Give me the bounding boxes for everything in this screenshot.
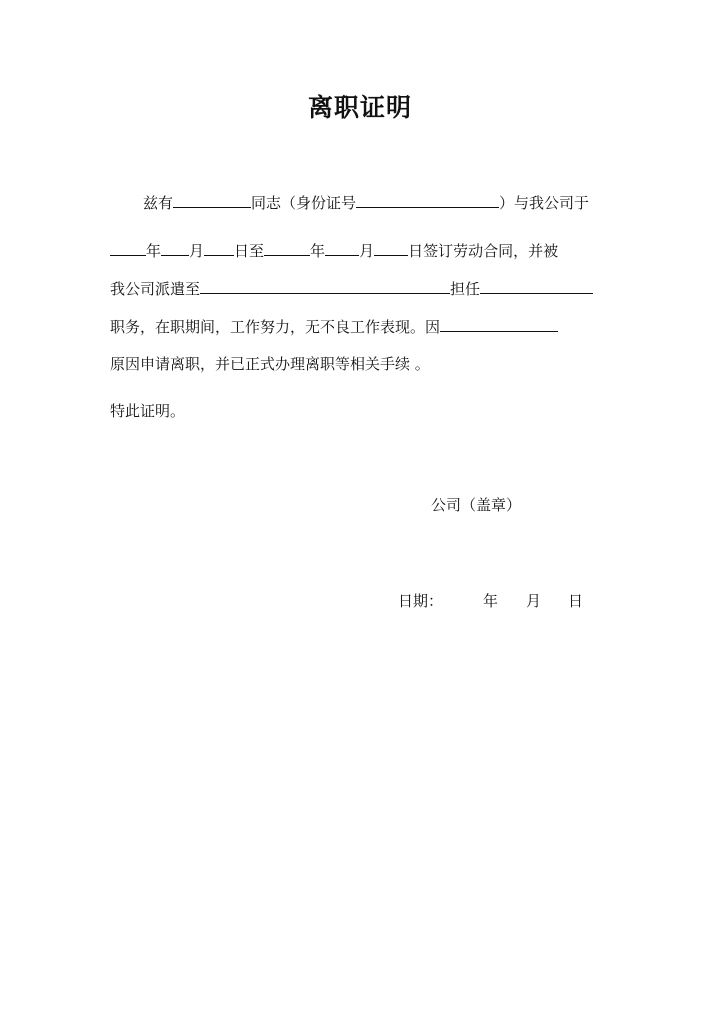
date-month: 月: [526, 592, 542, 610]
body-line-6: [110, 401, 185, 421]
text-contract-signed: 日签订劳动合同，并被: [408, 242, 559, 260]
date-year: 年: [483, 592, 499, 610]
body-line-4: [110, 316, 558, 336]
body-line-5: [110, 354, 430, 374]
position-blank[interactable]: [480, 278, 593, 294]
company-seal-label: 公司（盖章）: [431, 496, 522, 514]
start-day-blank[interactable]: [204, 240, 234, 256]
end-day-blank[interactable]: [374, 240, 408, 256]
text-month-2: 月: [359, 242, 375, 260]
text-tongzhi: 同志（身份证号: [251, 194, 357, 212]
body-line-2: [110, 240, 558, 260]
text-yuwogongsi: ）与我公司于: [499, 194, 590, 212]
document-title: 离职证明: [307, 93, 412, 122]
text-year-2: 年: [310, 242, 326, 260]
reason-blank[interactable]: [440, 316, 558, 332]
body-line-1: [143, 192, 589, 212]
start-month-blank[interactable]: [161, 240, 189, 256]
text-dispatched-to: 我公司派遣至: [110, 280, 201, 298]
text-hereby-certify: 特此证明。: [110, 402, 186, 420]
end-month-blank[interactable]: [325, 240, 359, 256]
text-performance: 职务，在职期间，工作努力，无不良工作表现。因: [110, 318, 441, 336]
text-resignation-reason: 原因申请离职，并已正式办理离职等相关手续 。: [110, 355, 430, 373]
name-blank[interactable]: [173, 192, 251, 208]
body-line-3: [110, 278, 593, 298]
dispatch-location-blank[interactable]: [200, 278, 450, 294]
end-year-blank[interactable]: [264, 240, 310, 256]
text-serve-as: 担任: [450, 280, 481, 298]
text-day-to: 日至: [234, 242, 265, 260]
id-number-blank[interactable]: [356, 192, 499, 208]
text-ziyou: 兹有: [143, 194, 174, 212]
date-day: 日: [568, 592, 584, 610]
text-month: 月: [189, 242, 205, 260]
date-line: [398, 590, 583, 611]
text-year: 年: [146, 242, 162, 260]
date-label: 日期：: [398, 592, 444, 610]
start-year-blank[interactable]: [110, 240, 146, 256]
